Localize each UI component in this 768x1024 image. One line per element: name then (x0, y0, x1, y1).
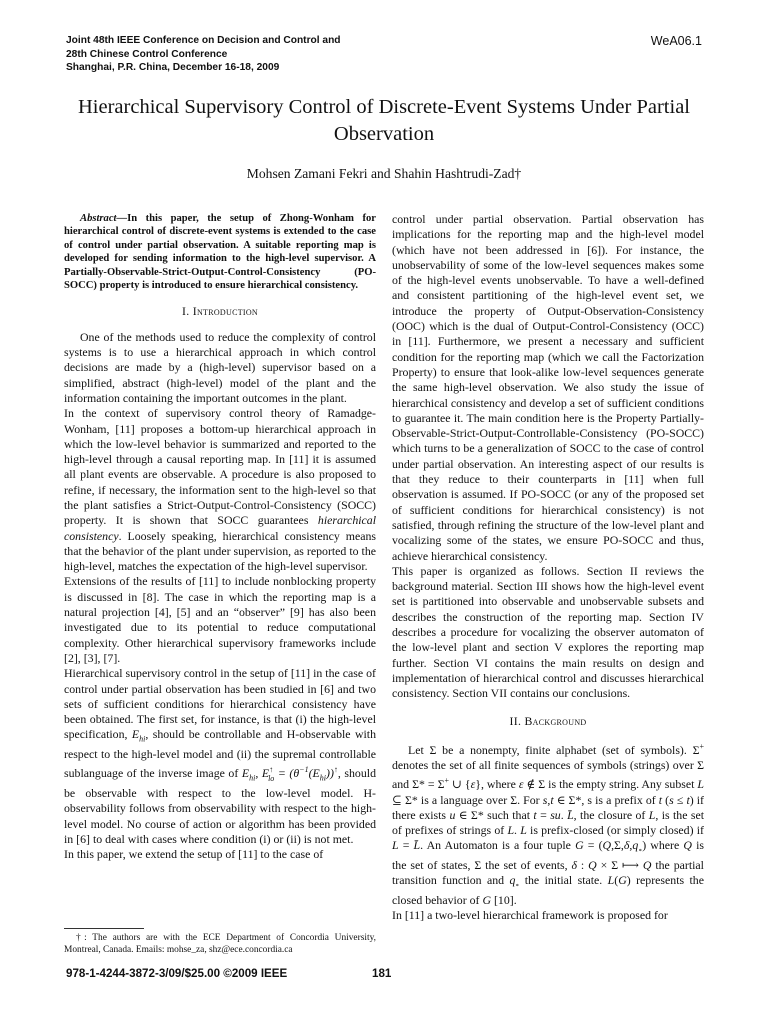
intro-paragraph: This paper is organized as follows. Section II reviews the background material. Section III shows how the high-level event set is partitioned into observable and unobservable subsets and describes the construction of the reporting map. Section IV describes a procedure for vocalizing the observer automaton of the low-level plant and section V explores the reporting map further. Section VI contains the main results on design and implementation of hierarchical control and discusses hierarchical consistency. Section VII contains our conclusions. (392, 563, 704, 701)
text-run: , should be observable with respect to the low-level model. H-observability follows from observability with respect to the high-level model. No course of action or algorithm has been provided in [6] to deal with cases where condition (i) or (ii) is not met. (64, 766, 376, 846)
background-paragraph: Let Σ be a nonempty, finite alphabet (set of symbols). Σ+ denotes the set of all finite sequences of symbols (strings) over Σ and Σ* = Σ+ ∪ {ε}, where ε ∉ Σ is the empty string. Any subset L ⊆ Σ* is a language over Σ. For s,t ∈ Σ*, s is a prefix of t (s ≤ t) if there exists u ∈ Σ* such that t = su. L̄, the closure of L, is the set of prefixes of strings of L. L is prefix-closed (or simply closed) if L = L̄. An Automaton is a four tuple $G = (Q,\Sigma,\delta,q_\circ)$ where Q is the set of states, Σ the set of events, δ : Q × Σ ⟼ Q the partial transition function and $q_\circ$ the initial state. L(G) represents the closed behavior of G [10]. (392, 741, 705, 908)
conference-info (66, 34, 341, 75)
intro-paragraph: In this paper, we extend the setup of [11] to the case of (64, 847, 324, 862)
math-inverse-image: $E_{hi}$, $E^↑_{lo} = (\theta^{-1}(E_{hi}))^↑$ (241, 765, 338, 783)
background-paragraph: In [11] a two-level hierarchical framework is proposed for (392, 908, 668, 923)
abstract-text: In this paper, the setup of Zhong-Wonham for hierarchical control of discrete-event systems is extended to the case of control under partial observation. A suitable reporting map is developed for sending information to the high-level supervisor. A Partially-Observable-Strict-Output-Control-Consistency (PO-SOCC) property is introduced to ensure hierarchical consistency. (64, 213, 376, 292)
abstract-label: Abstract— (80, 213, 128, 224)
intro-paragraph: Extensions of the results of [11] to include nonblocking property is discussed in [8]. The case in which the reporting map is a natural projection [4], [5] and an “observer” [9] has also been investigated due to its potential to reduce computational complexity. Other hierarchical supervisory frameworks include [2], [3], [7]. (64, 574, 376, 665)
conference-line: Shanghai, P.R. China, December 16-18, 2009 (66, 62, 280, 73)
paper-title: Hierarchical Supervisory Control of Discrete-Event Systems Under Partial Observation (78, 96, 690, 145)
text-run: Hierarchical supervisory control in the setup of [11] in the case of control under partial observation has been studied in [6] and two sets of sufficient conditions for hierarchical consistency have been obtained. The first set, for instance, is that (i) the high-level specification, (64, 666, 376, 742)
section-heading-background: II. Background (509, 713, 587, 728)
intro-paragraph: One of the methods used to reduce the complexity of control systems is to use a hierarchical approach in which control decisions are made by a (high-level) supervisor based on a simplified, abstract (high-level) model of the plant and the information containing the important outcomes in the plant. (64, 329, 376, 405)
intro-paragraph (64, 666, 376, 847)
footnote: †: The authors are with the ECE Department of Concordia University, Montreal, Canada. Emails: mohse_za, shz@ece.concordia.ca (64, 933, 376, 955)
math-E-hi: $E_{hi}$ (131, 727, 146, 744)
intro-paragraph: control under partial observation. Partial observation has implications for the reporting map and the high-level model (which have not been addressed in [6]). For instance, the unobservability of some of the low-level sequences makes some of the high-level events unobservable. To have a well-defined and consistent partitioning of the high-level event set, we introduce the property of Output-Observation-Consistency (OOC) which is the dual of Output-Control-Consistency (OCC) in [11]. Furthermore, we present a necessary and sufficient condition for the reporting map (which we call the Factorization Property) to ensure that look-alike low-level sequences generate the same high-level observation. We also study the issue of hierarchical consistency and develop a set of sufficient conditions to guarantee it. The main condition here is the Property Partially-Observable-Strict-Output-Controllable-Consistency (PO-SOCC) which turns to be a generalization of SOCC to the case of control under partial observation. An interesting aspect of our results is that they reduce to their counterparts in [11] when full observation is assumed. If PO-SOCC (or any of the proposed set of sufficient conditions for hierarchical consistency) is not satisfied, through refining the structure of the low-level plant and vocalizing some of the states, we ensure PO-SOCC and thus, achieve hierarchical consistency. (392, 212, 704, 563)
intro-paragraph (64, 406, 376, 574)
text-run: . Loosely speaking, hierarchical consistency means that the behavior of the plant under supervision, as reported to the high-level, matches the expectation of the high-level supervisor. (64, 528, 376, 574)
footnote-divider (64, 928, 144, 929)
conference-line: Joint 48th IEEE Conference on Decision and Control and (66, 35, 341, 46)
conference-line: 28th Chinese Control Conference (66, 48, 228, 60)
text-run: In the context of supervisory control theory of Ramadge-Wonham, [11] proposes a bottom-up hierarchical approach in which the low-level behavior is summarized and reported to the high-level through a causal reporting map. In [11] it is assumed all plant events are observable. A procedure is also proposed to refine, if necessary, the information sent to the high-level so that the plant satisfies a Strict-Output-Control-Consistency (SOCC) property. It is shown that SOCC guarantees (64, 406, 376, 528)
isbn-copyright: 978-1-4244-3872-3/09/$25.00 ©2009 IEEE (66, 967, 288, 980)
abstract (64, 212, 376, 292)
session-code: WeA06.1 (650, 34, 702, 48)
section-heading-introduction: I. Introduction (181, 304, 259, 319)
text-run: , should be controllable and H-observable with respect to the high-level model and (ii) the supremal controllable sublanguage of the inverse image of (64, 727, 376, 781)
left-column (64, 212, 376, 862)
emphasis-text: hierarchical consistency (64, 513, 376, 543)
paper-authors: Mohsen Zamani Fekri and Shahin Hashtrudi-Zad† (246, 166, 522, 181)
right-column (392, 212, 704, 924)
page-number: 181 (372, 967, 392, 980)
